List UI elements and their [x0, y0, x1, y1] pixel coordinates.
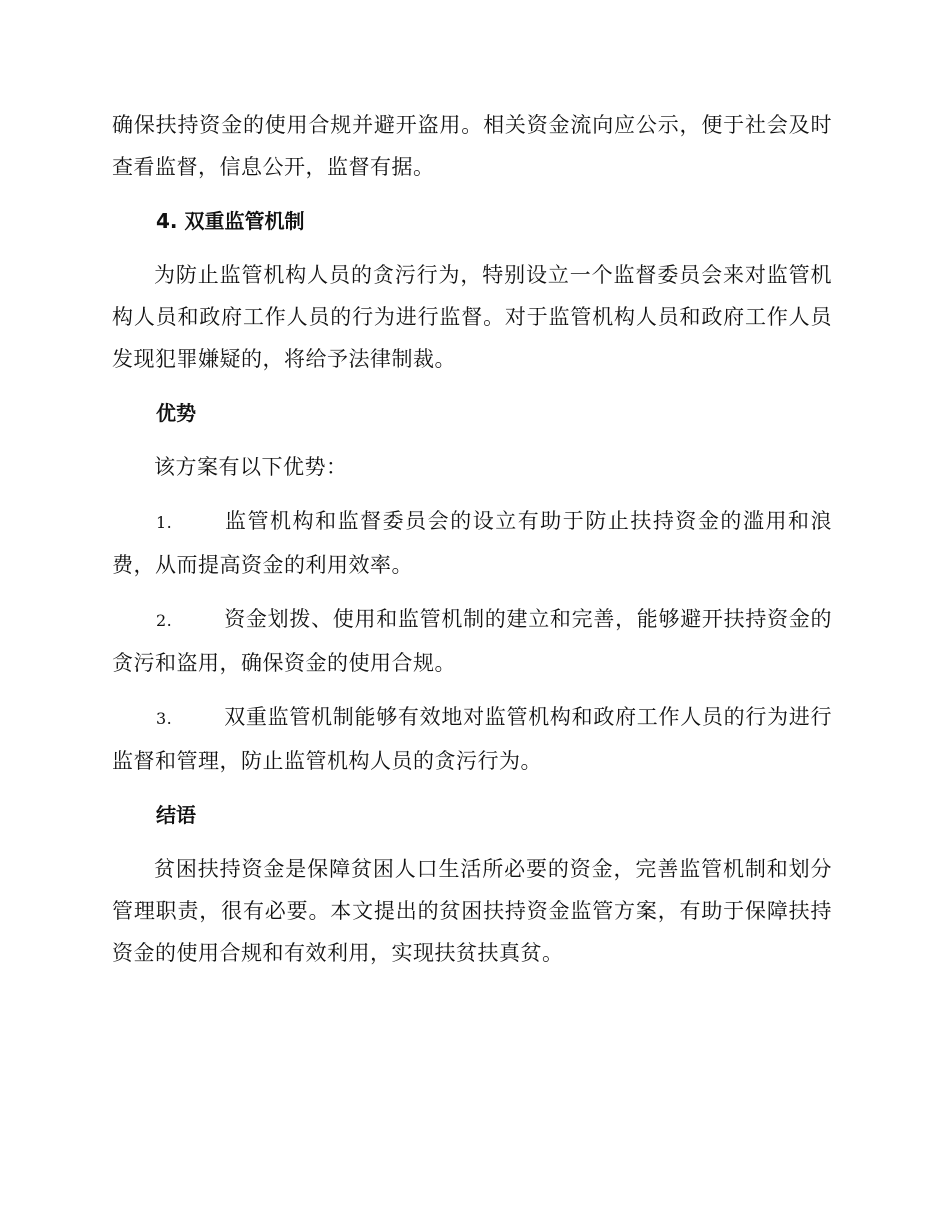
list-text: 监管机构和监督委员会的设立有助于防止扶持资金的滥用和浪费，从而提高资金的利用效率。 [112, 509, 832, 577]
heading-conclusion: 结语 [156, 803, 196, 827]
list-text: 双重监管机制能够有效地对监管机构和政府工作人员的行为进行监督和管理，防止监管机构人员的贪污行为。 [112, 705, 832, 773]
list-item [112, 598, 832, 684]
heading-dual-supervision: 4. 双重监管机制 [156, 209, 305, 233]
document-page [112, 104, 832, 974]
list-text: 资金划拨、使用和监管机制的建立和完善，能够避开扶持资金的贪污和盗用，确保资金的使用合规。 [112, 607, 832, 675]
paragraph-funds-compliance: 确保扶持资金的使用合规并避开盗用。相关资金流向应公示，便于社会及时查看监督，信息公开，监督有据。 [112, 113, 832, 179]
list-number: 3. [156, 709, 173, 728]
paragraph-conclusion: 贫困扶持资金是保障贫困人口生活所必要的资金，完善监管机制和划分管理职责，很有必要。本文提出的贫困扶持资金监管方案，有助于保障扶持资金的使用合规和有效利用，实现扶贫扶真贫。 [112, 857, 832, 965]
list-number: 2. [156, 611, 173, 630]
paragraph-advantages-intro: 该方案有以下优势： [154, 455, 348, 479]
paragraph-dual-supervision: 为防止监管机构人员的贪污行为，特别设立一个监督委员会来对监管机构人员和政府工作人员的行为进行监督。对于监管机构人员和政府工作人员发现犯罪嫌疑的，将给予法律制裁。 [112, 263, 832, 371]
heading-advantages: 优势 [156, 401, 196, 425]
list-item [112, 696, 832, 782]
list-item [112, 500, 832, 586]
list-number: 1. [156, 513, 173, 532]
